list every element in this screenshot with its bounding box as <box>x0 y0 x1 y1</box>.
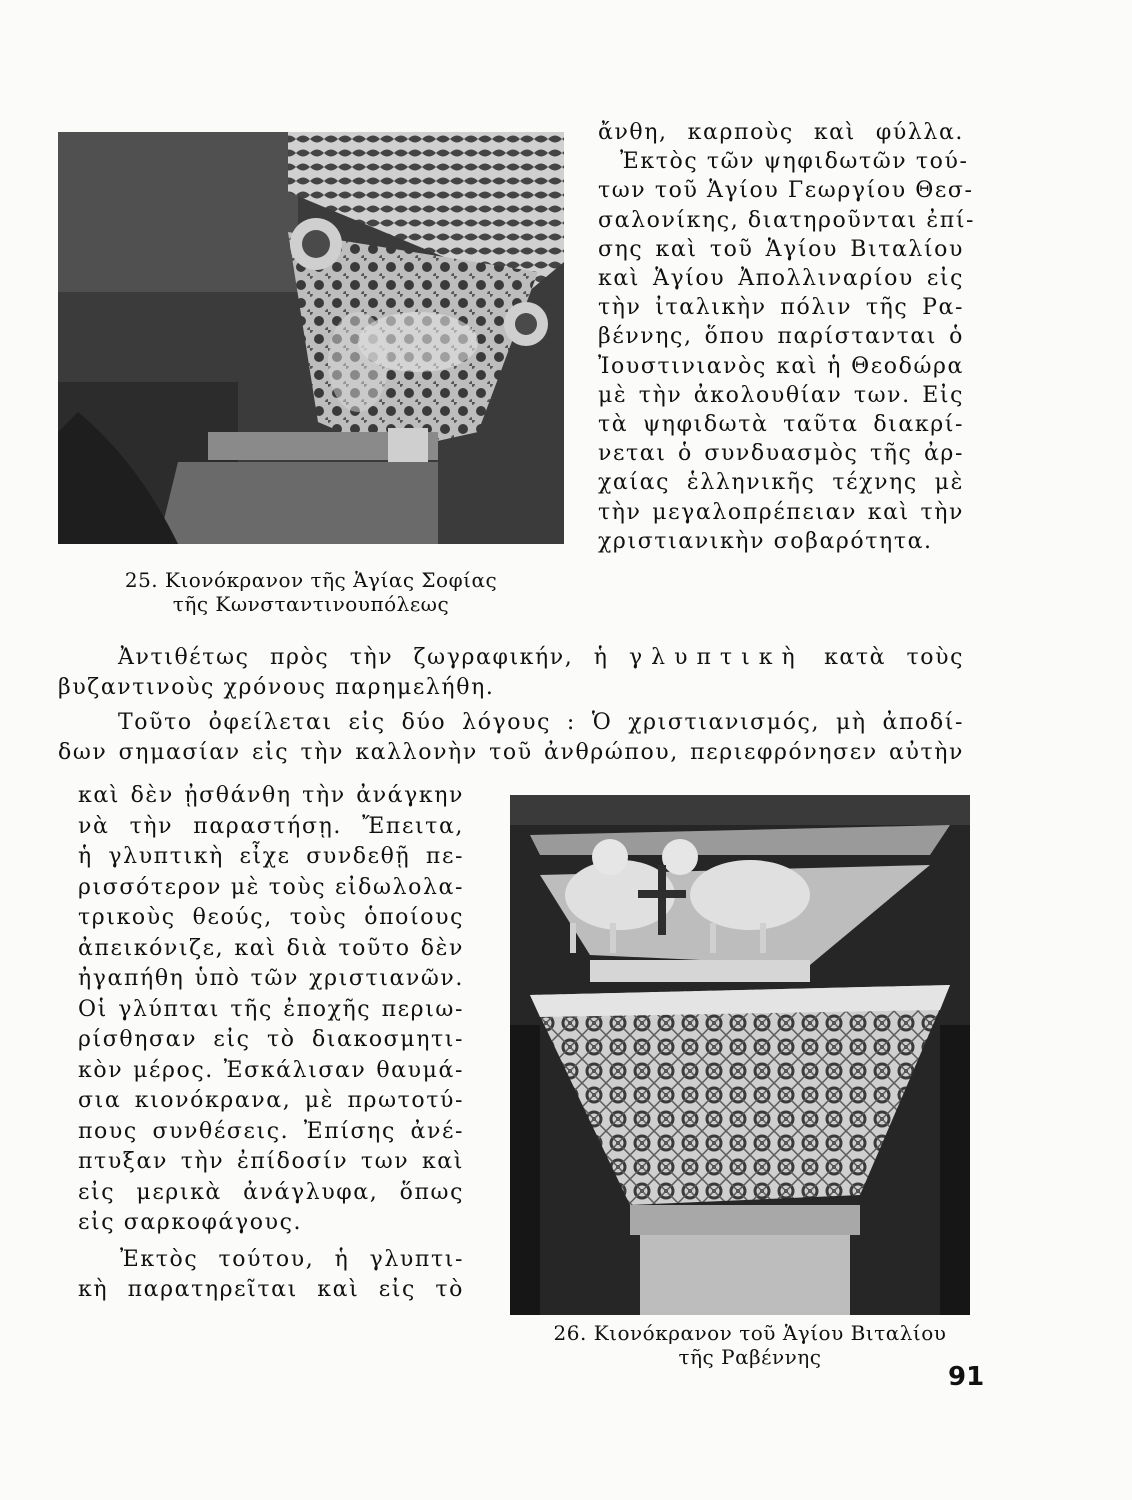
figure-25-caption-line2: τῆς Κωνσταντινουπόλεως <box>172 592 450 616</box>
capital-san-vitale-illustration <box>510 795 970 1315</box>
page-number: 91 <box>948 1362 985 1392</box>
figure-25-photo <box>58 132 564 544</box>
text-line: Τοῦτο ὀφείλεται εἰς δύο λόγους : Ὁ χριστιανισμός, μὴ ἀποδί- <box>118 710 964 735</box>
text-line <box>58 643 964 673</box>
text-line: κὴ παρατηρεῖται καὶ εἰς τὸ <box>78 1277 464 1302</box>
text-line: τὰ ψηφιδωτὰ ταῦτα διακρί- <box>598 412 964 438</box>
text-line: βυζαντινοὺς χρόνους παρημελήθη. <box>58 675 495 700</box>
text-line: σης καὶ τοῦ Ἁγίου Βιταλίου <box>598 236 964 262</box>
text-line: τὴν ἰταλικὴν πόλιν τῆς Ρα- <box>598 295 964 321</box>
text-segment: κατὰ τοὺς <box>824 645 965 670</box>
text-line: δων σημασίαν εἰς τὴν καλλονὴν τοῦ ἀνθρώπου, περιεφρόνησεν αὐτὴν <box>58 740 964 765</box>
text-line: ἡ γλυπτικὴ εἶχε συνδεθῇ πε- <box>78 844 464 869</box>
figure-25-caption-line1: 25. Κιονόκρανον τῆς Ἁγίας Σοφίας <box>124 568 498 592</box>
text-line: βέννης, ὅπου παρίστανται ὁ <box>598 324 964 350</box>
figure-26-caption-line1: 26. Κιονόκρανον τοῦ Ἁγίου Βιταλίου <box>553 1321 947 1345</box>
text-line: Ἰουστινιανὸς καὶ ἡ Θεοδώρα <box>598 353 964 379</box>
text-line: μὲ τὴν ἀκολουθίαν των. Εἰς <box>598 382 964 408</box>
text-line: κὸν μέρος. Ἐσκάλισαν θαυμά- <box>78 1057 464 1083</box>
text-line: Ἐκτὸς τούτου, ἡ γλυπτι- <box>120 1246 464 1272</box>
text-line: σαλονίκης, διατηροῦνται ἐπί- <box>598 207 976 233</box>
paragraph-two-reasons <box>58 708 964 768</box>
emphasized-term: γλυπτικὴ <box>628 645 804 670</box>
right-column-text <box>598 118 976 556</box>
text-line: καὶ δὲν ᾐσθάνθη τὴν ἀνάγκην <box>78 783 464 808</box>
figure-26-caption-line2: τῆς Ραβέννης <box>678 1345 822 1369</box>
text-line: χριστιανικὴν σοβαρότητα. <box>598 528 933 554</box>
text-line: τρικοὺς θεούς, τοὺς ὁποίους <box>78 905 464 930</box>
text-line: πους συνθέσεις. Ἐπίσης ἀνέ- <box>78 1118 464 1144</box>
text-line: των τοῦ Ἁγίου Γεωργίου Θεσ- <box>598 178 974 204</box>
text-line: ἀπεικόνιζε, καὶ διὰ τοῦτο δὲν <box>78 935 464 961</box>
text-line: καὶ Ἁγίου Ἀπολλιναρίου εἰς <box>598 266 964 292</box>
text-line: νὰ τὴν παραστήσῃ. Ἔπειτα, <box>78 813 464 839</box>
text-line: σια κιονόκρανα, μὲ πρωτοτύ- <box>78 1088 464 1113</box>
figure-26-photo <box>510 795 970 1315</box>
text-line: νεται ὁ συνδυασμὸς τῆς ἀρ- <box>598 441 964 467</box>
text-line: Οἱ γλύπται τῆς ἐποχῆς περιω- <box>78 996 464 1022</box>
text-line: Ἐκτὸς τῶν ψηφιδωτῶν τού- <box>620 149 969 175</box>
text-segment: Ἀντιθέτως πρὸς τὴν ζωγραφικήν, ἡ <box>118 645 609 670</box>
figure-26-caption <box>520 1321 980 1369</box>
text-line: ρίσθησαν εἰς τὸ διακοσμητι- <box>78 1027 464 1052</box>
text-line: ἄνθη, καρποὺς καὶ φύλλα. <box>598 120 964 145</box>
capital-hagia-sophia-illustration <box>58 132 564 544</box>
left-column-text <box>78 781 464 1306</box>
text-line: τὴν μεγαλοπρέπειαν καὶ τὴν <box>598 499 964 525</box>
paragraph-sculpture-neglect <box>58 643 964 703</box>
text-line: εἰς σαρκοφάγους. <box>78 1210 303 1235</box>
figure-25-caption <box>58 568 564 616</box>
text-line: χαίας ἑλληνικῆς τέχνης μὲ <box>598 470 964 496</box>
text-line: εἰς μερικὰ ἀνάγλυφα, ὅπως <box>78 1179 464 1205</box>
text-line: ἠγαπήθη ὑπὸ τῶν χριστιανῶν. <box>78 966 464 991</box>
text-line: πτυξαν τὴν ἐπίδοσίν των καὶ <box>78 1149 464 1174</box>
text-line: ρισσότερον μὲ τοὺς εἰδωλολα- <box>78 874 464 900</box>
